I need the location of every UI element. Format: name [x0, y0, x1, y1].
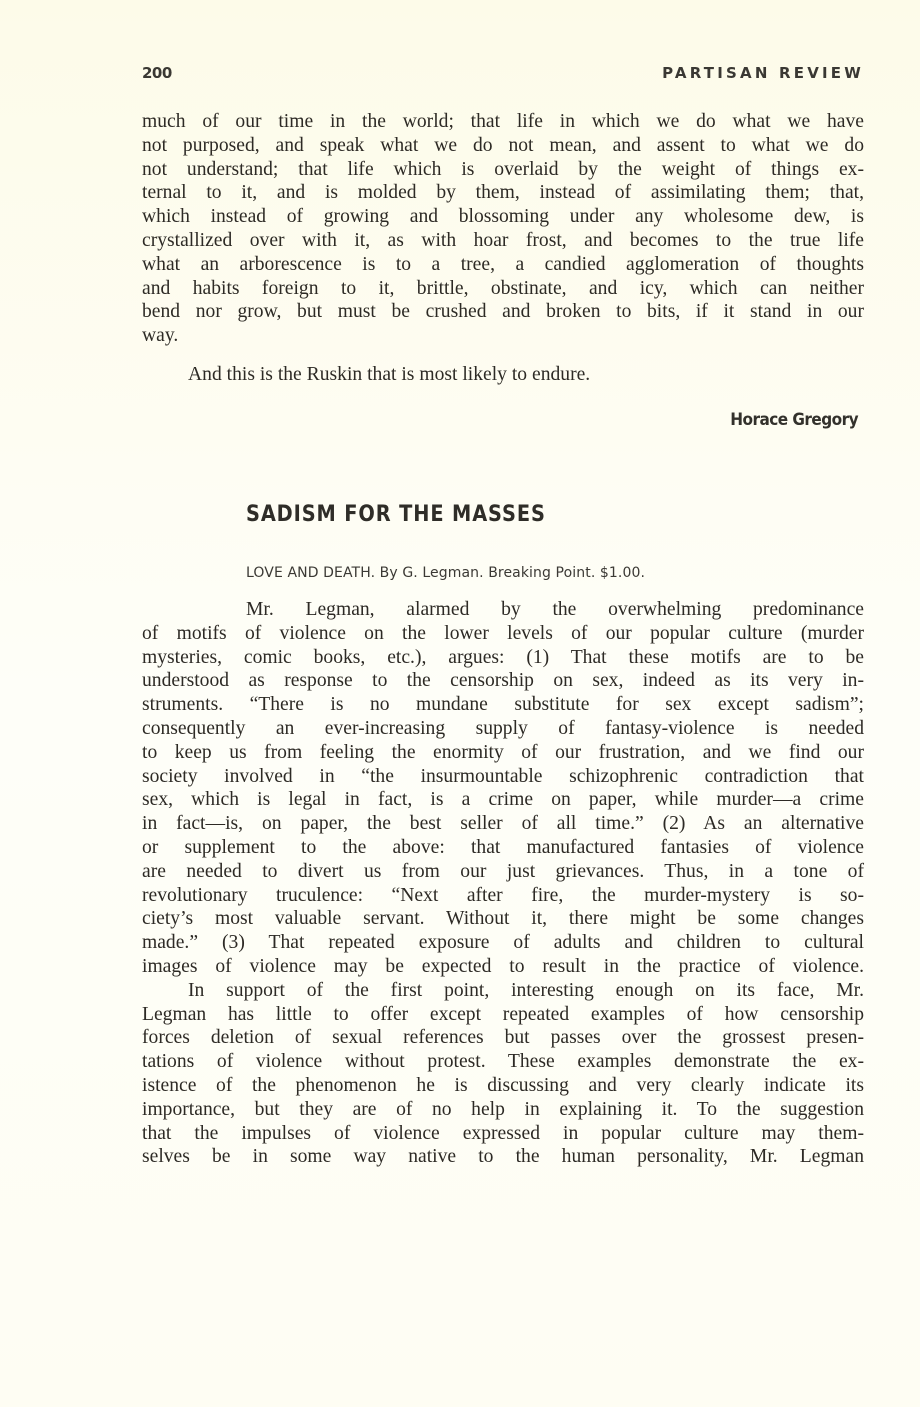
text-line: revolutionary truculence: “Next after fire, the murder-mystery is so- — [142, 884, 864, 906]
text-line: istence of the phenomenon he is discussing and very clearly indicate its — [142, 1074, 864, 1096]
text-line: much of our time in the world; that life in which we do what we have — [142, 111, 864, 132]
text-line: or supplement to the above: that manufactured fantasies of violence — [142, 836, 864, 858]
text-line: mysteries, comic books, etc.), argues: (1) That these motifs are to be — [142, 646, 864, 668]
text-line: that the impulses of violence expressed in popular culture may them- — [142, 1122, 864, 1144]
running-head — [142, 64, 864, 88]
text-line: and habits foreign to it, brittle, obstinate, and icy, which can neither — [142, 277, 864, 299]
text-line: crystallized over with it, as with hoar frost, and becomes to the true life — [142, 229, 864, 251]
text-line: Mr. Legman, alarmed by the overwhelming predominance — [246, 599, 864, 620]
review-author-signature: Horace Gregory — [730, 410, 858, 430]
text-line: ciety’s most valuable servant. Without it, there might be some changes — [142, 908, 864, 930]
text-line: in fact—is, on paper, the best seller of all time.” (2) As an alternative — [142, 813, 864, 835]
review-paragraph — [142, 598, 864, 979]
text-line: Legman has little to offer except repeated examples of how censorship — [142, 1003, 864, 1025]
text-line: struments. “There is no mundane substitute for sex except sadism”; — [142, 694, 864, 716]
text-line: what an arborescence is to a tree, a candied agglomeration of thoughts — [142, 253, 864, 275]
page-number: 200 — [142, 64, 172, 82]
review-paragraph — [142, 979, 864, 1169]
text-line: selves be in some way native to the human personality, Mr. Legman — [142, 1146, 864, 1168]
text-line: images of violence may be expected to result in the practice of violence. — [142, 955, 864, 977]
journal-title: PARTISAN REVIEW — [662, 64, 864, 82]
quoted-passage — [142, 110, 864, 348]
text-line: tations of violence without protest. These examples demonstrate the ex- — [142, 1051, 864, 1073]
closing-sentence: And this is the Ruskin that is most likely to endure. — [188, 364, 591, 385]
text-line: sex, which is legal in fact, is a crime on paper, while murder—a crime — [142, 789, 864, 811]
text-line: not understand; that life which is overlaid by the weight of things ex- — [142, 158, 864, 180]
text-line: of motifs of violence on the lower levels of our popular culture (murder — [142, 622, 864, 644]
text-line: made.” (3) That repeated exposure of adults and children to cultural — [142, 932, 864, 954]
text-line: understood as response to the censorship on sex, indeed as its very in- — [142, 670, 864, 692]
book-citation: LOVE AND DEATH. By G. Legman. Breaking Point. $1.00. — [246, 565, 646, 581]
review-title: SADISM FOR THE MASSES — [246, 502, 546, 527]
text-line: to keep us from feeling the enormity of our frustration, and we find our — [142, 741, 864, 763]
text-line: consequently an ever-increasing supply of fantasy-violence is needed — [142, 717, 864, 739]
text-line: bend nor grow, but must be crushed and broken to bits, if it stand in our — [142, 301, 864, 323]
text-line: way. — [142, 325, 179, 347]
text-line: In support of the first point, interesting enough on its face, Mr. — [188, 979, 864, 1001]
text-line: ternal to it, and is molded by them, instead of assimilating them; that, — [142, 182, 864, 204]
text-line: are needed to divert us from our just grievances. Thus, in a tone of — [142, 860, 864, 882]
text-line: importance, but they are of no help in explaining it. To the suggestion — [142, 1098, 864, 1120]
text-line: which instead of growing and blossoming under any wholesome dew, is — [142, 206, 864, 228]
review-body — [142, 598, 864, 1169]
text-line: not purposed, and speak what we do not mean, and assent to what we do — [142, 134, 864, 156]
text-line: society involved in “the insurmountable schizophrenic contradiction that — [142, 765, 864, 787]
text-line: forces deletion of sexual references but passes over the grossest presen- — [142, 1027, 864, 1049]
